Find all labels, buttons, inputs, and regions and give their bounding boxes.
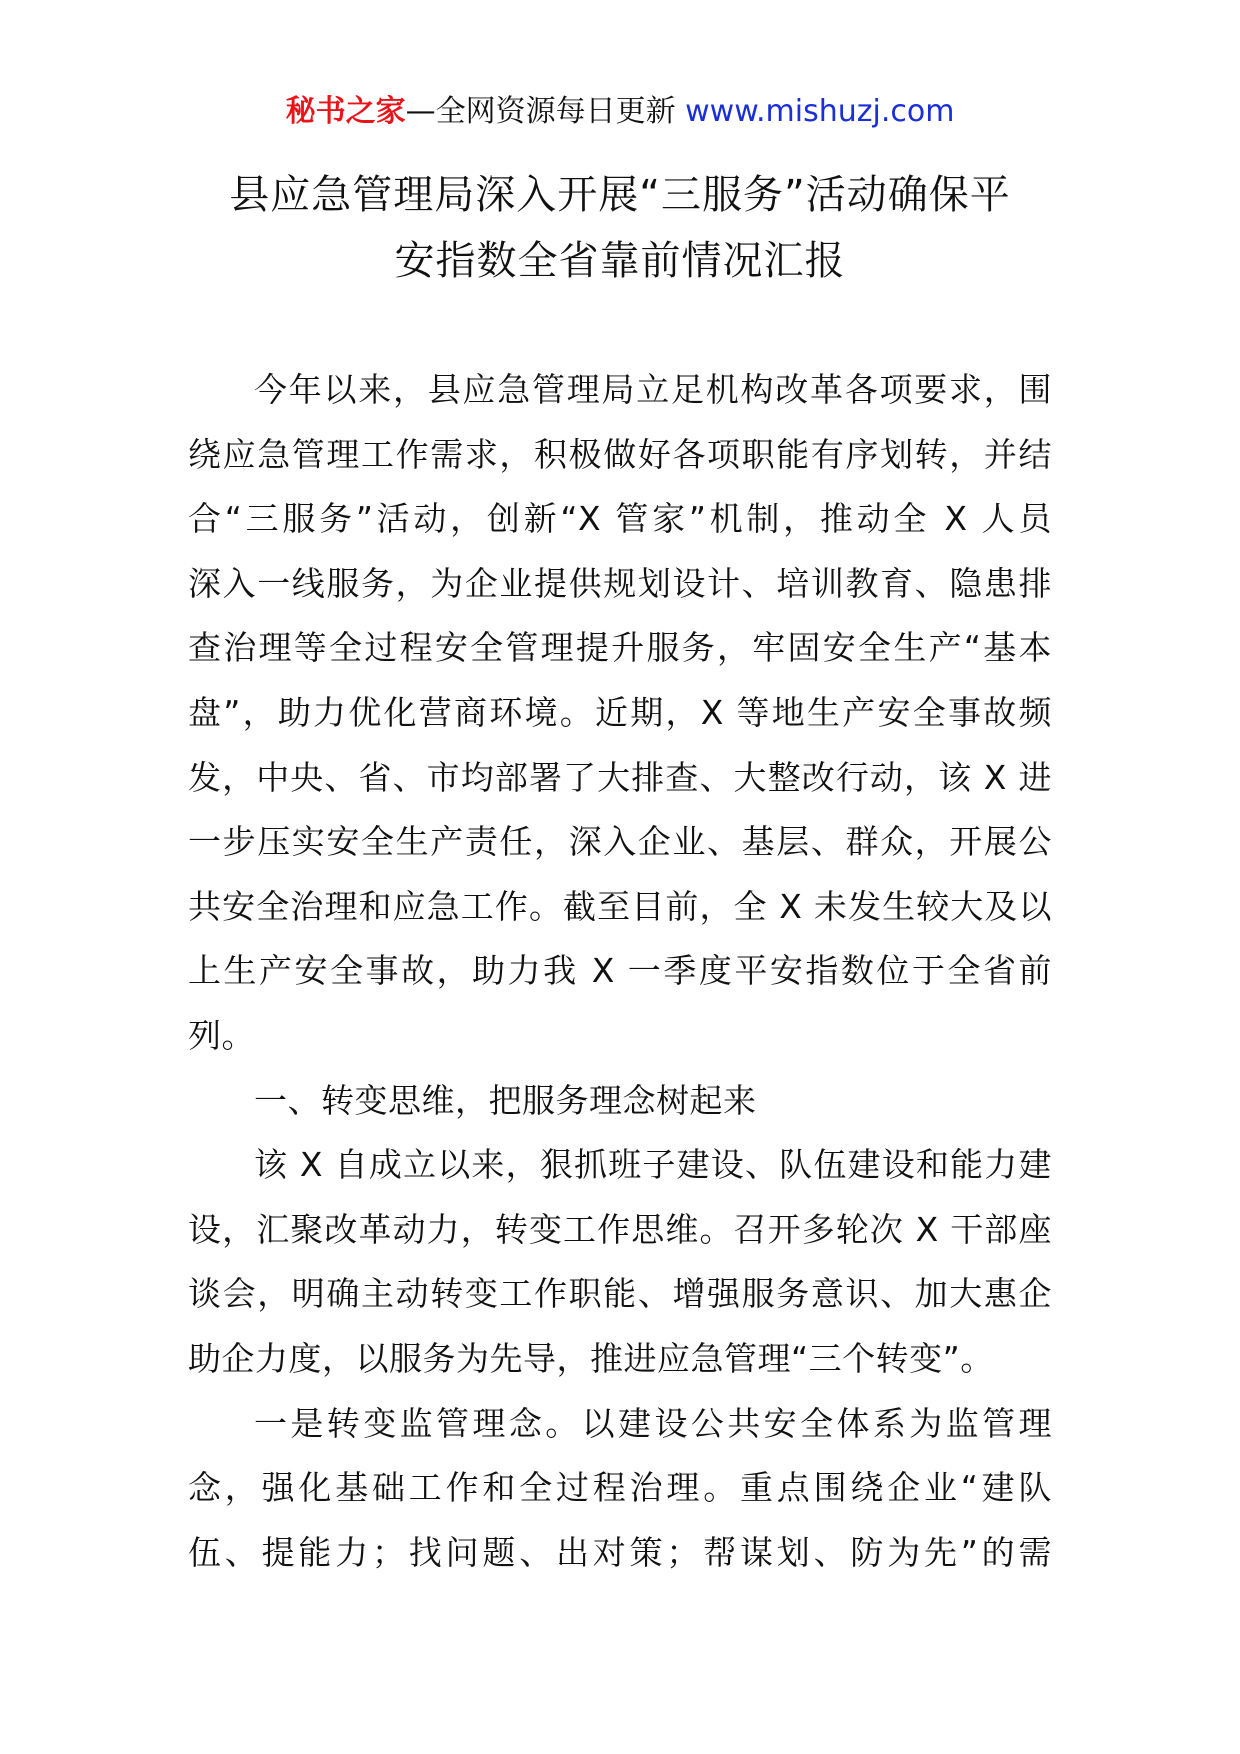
paragraph-line: 绕应急管理工作需求，积极做好各项职能有序划转，并结	[188, 434, 1052, 474]
paragraph-line: 一步压实安全生产责任，深入企业、基层、群众，开展公	[188, 822, 1052, 862]
paragraph-line: 一是转变监管理念。以建设公共安全体系为监管理	[254, 1403, 1052, 1443]
site-url-link[interactable]: www.mishuzj.com	[685, 94, 955, 129]
paragraph-line: 发，中央、省、市均部署了大排查、大整改行动，该 X 进	[188, 757, 1052, 797]
document-title-line-1: 县应急管理局深入开展“三服务”活动确保平	[229, 172, 1011, 218]
site-brand: 秘书之家	[285, 94, 406, 129]
document-title-line-2: 安指数全省靠前情况汇报	[394, 238, 846, 284]
paragraph-line: 念，强化基础工作和全过程治理。重点围绕企业“建队	[188, 1468, 1052, 1508]
paragraph-line: 该 X 自成立以来，狠抓班子建设、队伍建设和能力建	[254, 1145, 1052, 1185]
paragraph-line: 伍、提能力；找问题、出对策；帮谋划、防为先”的需	[188, 1532, 1052, 1572]
paragraph-line: 查治理等全过程安全管理提升服务，牢固安全生产“基本	[188, 628, 1052, 668]
paragraph-line: 合“三服务”活动，创新“X 管家”机制，推动全 X 人员	[188, 499, 1052, 539]
document-body	[188, 358, 1052, 1585]
paragraph-line: 设，汇聚改革动力，转变工作思维。召开多轮次 X 干部座	[188, 1209, 1052, 1249]
paragraph-line: 深入一线服务，为企业提供规划设计、培训教育、隐患排	[188, 563, 1052, 603]
paragraph-line: 列。	[188, 1015, 255, 1055]
paragraph-line: 助企力度，以服务为先导，推进应急管理“三个转变”。	[188, 1338, 994, 1378]
paragraph-line: 上生产安全事故，助力我 X 一季度平安指数位于全省前	[188, 951, 1052, 991]
site-header	[0, 92, 1240, 132]
site-tagline: —全网资源每日更新	[405, 94, 676, 129]
section-heading: 一、转变思维，把服务理念树起来	[254, 1080, 757, 1120]
document-title	[150, 162, 1090, 294]
paragraph-line: 今年以来，县应急管理局立足机构改革各项要求，围	[254, 370, 1052, 409]
paragraph-line: 谈会，明确主动转变工作职能、增强服务意识、加大惠企	[188, 1274, 1052, 1314]
paragraph-line: 共安全治理和应急工作。截至目前，全 X 未发生较大及以	[188, 886, 1052, 926]
paragraph-line: 盘”，助力优化营商环境。近期，X 等地生产安全事故频	[188, 692, 1052, 732]
